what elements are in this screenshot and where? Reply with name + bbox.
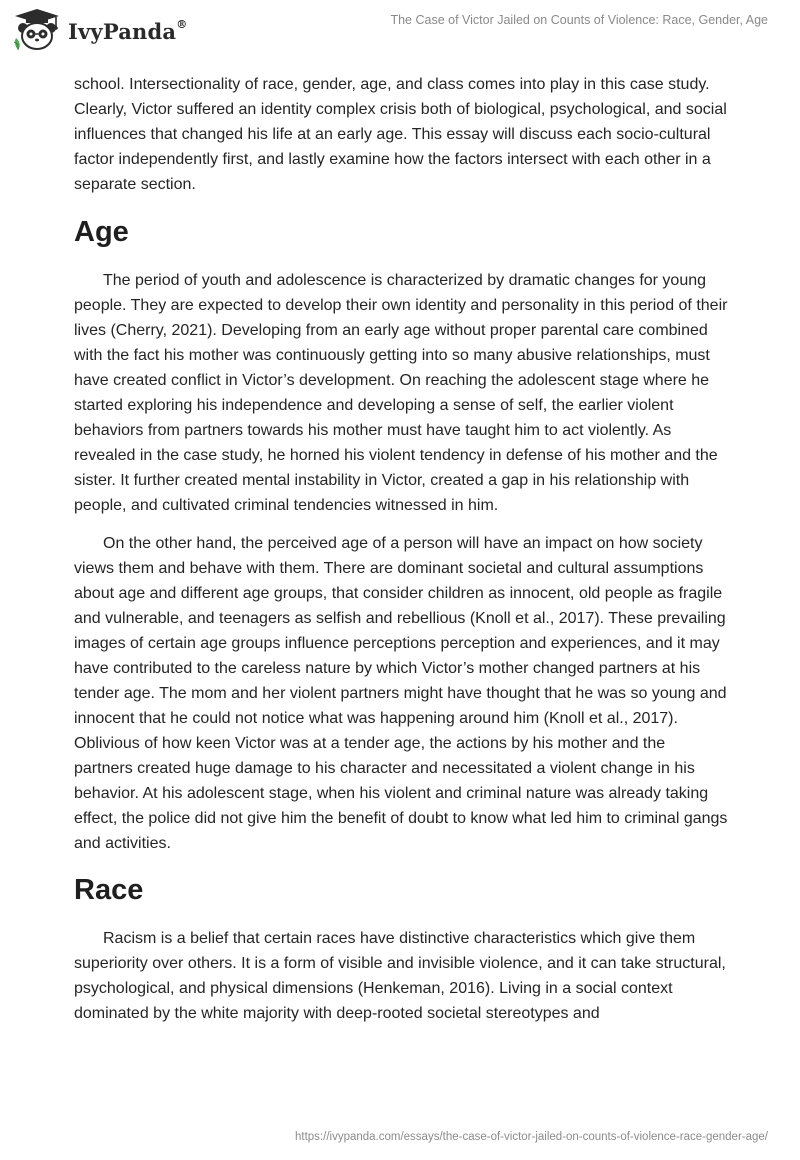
- brand-logo[interactable]: [12, 8, 187, 52]
- race-paragraph-1: Racism is a belief that certain races have distinctive characteristics which give them superiority over others. It is a form of visible and invisible violence, and it can take structural, psychological, and physical dimensions (Henkeman, 2016). Living in a social context dominated by the white majority with deep-rooted societal stereotypes and: [74, 930, 726, 1022]
- document-title: The Case of Victor Jailed on Counts of Violence: Race, Gender, Age: [390, 13, 768, 27]
- panda-mascot-icon: [12, 8, 62, 52]
- page-header: [0, 0, 800, 62]
- intro-paragraph: school. Intersectionality of race, gender, age, and class comes into play in this case study. Clearly, Victor suffered an identity complex crisis both of biological, psychological, and social influences that changed his life at an early age. This essay will discuss each socio-cultural factor independently first, and lastly examine how the factors intersect with each other in a separate section.: [74, 76, 727, 193]
- section-heading-race: Race: [74, 874, 144, 906]
- source-url[interactable]: https://ivypanda.com/essays/the-case-of-victor-jailed-on-counts-of-violence-race-gender-age/: [295, 1131, 768, 1143]
- brand-name: IvyPanda®: [68, 17, 188, 44]
- age-paragraph-2: On the other hand, the perceived age of a person will have an impact on how society views them and behave with them. There are dominant societal and cultural assumptions about age and different age groups, that consider children as innocent, old people as fragile and vulnerable, and teenagers as selfish and rebellious (Knoll et al., 2017). These prevailing images of certain age groups influence perceptions perception and experiences, and it may have contributed to the careless nature by which Victor’s mother changed partners at his tender age. The mom and her violent partners might have thought that he was so young and innocent that he could not notice what was happening around him (Knoll et al., 2017). Oblivious of how keen Victor was at a tender age, the actions by his mother and the partners created huge damage to his character and necessitated a violent change in his behavior. At his adolescent stage, when his violent and criminal nature was already taking effect, the police did not give him the benefit of doubt to know what led him to criminal gangs and activities.: [74, 535, 728, 852]
- section-heading-age: Age: [74, 216, 129, 248]
- age-paragraph-1: The period of youth and adolescence is characterized by dramatic changes for young people. They are expected to develop their own identity and personality in this period of their lives (Cherry, 2021). Developing from an early age without proper parental care combined with the fact his mother was continuously getting into so many abusive relationships, must have created conflict in Victor’s development. On reaching the adolescent stage where he started exploring his independence and developing a sense of self, the earlier violent behaviors from partners towards his mother must have taught him to act violently. As revealed in the case study, he horned his violent tendency in defense of his mother and the sister. It further created mental instability in Victor, created a gap in his relationship with people, and cultivated criminal tendencies witnessed in him.: [74, 272, 728, 514]
- essay-body: [74, 72, 728, 1026]
